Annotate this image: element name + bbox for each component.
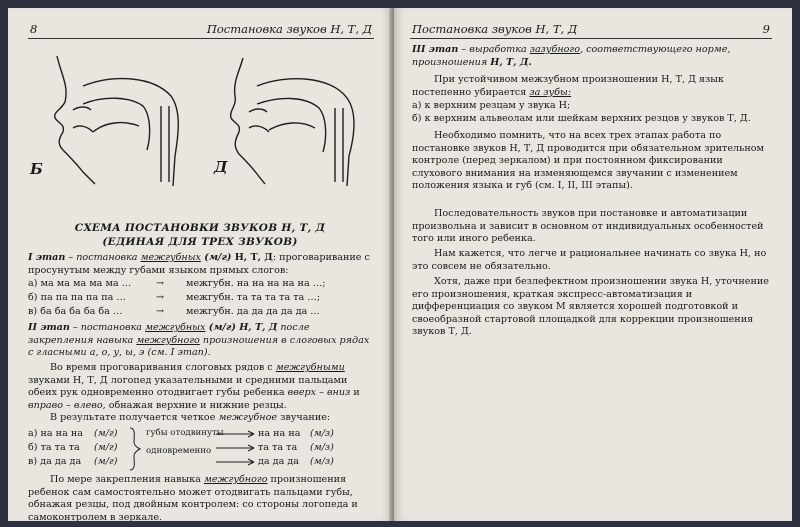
result-row-b-right: та та та — [258, 442, 298, 453]
stage2-rest2: произношения в слоговых рядах с гласными а, о, у, ы, э (см. I этап). — [28, 334, 370, 359]
running-title-left: Постановка звуков Н, Т, Д — [206, 22, 372, 36]
p3-paragraph: Последовательность звуков при постановке и автоматизации произвольна и зависит в основном от индивидуальных особенностей того или иного ребенка. — [412, 208, 764, 245]
scheme-title: СХЕМА ПОСТАНОВКИ ЗВУКОВ Н, Т, Д — [74, 222, 326, 234]
row-a-left: а) ма ма ма ма ма … — [28, 278, 132, 289]
figure-head-d — [231, 58, 265, 184]
result-intro-term: межгубное — [218, 412, 278, 423]
left-page — [8, 8, 392, 521]
result-row-c-right: да да да — [258, 456, 299, 467]
stage2-dash: – постановка — [69, 322, 146, 333]
figure-label-b: Б — [30, 160, 43, 178]
row-b-left: б) па па па па па … — [28, 292, 126, 303]
stage3-rest: , соответствующего норме, произношения — [412, 44, 731, 68]
result-row-a-mg: (м/г) — [94, 428, 118, 439]
stage1-row-c-right: межгубн. да да да да да … — [186, 306, 320, 317]
result-row-a-left: а) на на на — [28, 428, 83, 439]
p2-paragraph: Необходимо помнить, что на всех трех этапах работа по постановке звуков Н, Т, Д проводится при обязательном зрительном контроле (перед зеркалом) и при постоянном фиксировании слухового внимания на изменяющемся звучании с изменением положения языка и губ (см. I, II, III этапы). — [412, 130, 764, 192]
stage1-arrow-a: → — [156, 278, 165, 289]
stage1-paragraph — [28, 252, 372, 277]
articulation-figure — [43, 46, 373, 186]
page-number-right: 9 — [762, 22, 770, 36]
p5-paragraph: Хотя, даже при безлефектном произношении звука Н, уточнение его произношения, краткая экспресс-автоматизация и дифференциация со звуком М является хорошей подготовкой и своеобразной стартовой площадкой для коррекции произношения звуков Т, Д. — [412, 276, 769, 338]
stage2-term2: межгубного — [136, 334, 200, 346]
practice-text-1: Во время проговаривания слоговых рядов с — [50, 362, 276, 373]
stage1-row-c — [28, 306, 123, 317]
final-text-1: По мере закрепления навыка — [50, 474, 204, 485]
result-row-c-mz: (м/з) — [310, 456, 334, 467]
stage1-rest: : проговаривание с просунутым между губами языком прямых слогов: — [28, 252, 370, 276]
final-term: межгубного — [203, 474, 268, 485]
practice-it1: вверх – вниз — [287, 387, 351, 399]
practice-text-3: и — [350, 387, 360, 399]
running-title-right: Постановка звуков Н, Т, Д — [412, 22, 578, 36]
stage1-dash: – постановка — [65, 252, 141, 263]
stage1-row-b-right: межгубн. та та та та та …; — [186, 292, 321, 303]
p1-text: При устойчивом межзубном произношении Н, Т, Д язык постепенно убирается — [412, 74, 724, 98]
figure-label-d: Д — [214, 158, 228, 176]
final-paragraph — [28, 474, 372, 521]
stage1-mark: (м/г) — [200, 252, 235, 263]
practice-paragraph — [28, 362, 372, 412]
stage1-arrow-c: → — [156, 306, 165, 317]
stage1-term: межгубных — [140, 252, 201, 263]
stage1-arrow-b: → — [156, 292, 165, 303]
result-row-b-left: б) та та та — [28, 442, 80, 453]
stage3-label: III этап — [412, 44, 459, 55]
stage3-dash: – выработка — [458, 44, 530, 55]
stage2-label: II этап — [28, 322, 70, 333]
result-row-b-mg: (м/г) — [94, 442, 118, 453]
practice-it2: вправо – влево — [28, 399, 103, 411]
stage1-sounds: Н, Т, Д — [234, 252, 273, 263]
stage2-rest1: после закрепления навыка — [28, 322, 310, 346]
header-rule-right — [410, 38, 772, 39]
page-number-left: 8 — [30, 22, 38, 36]
stage3-sounds: Н, Т, Д. — [490, 56, 532, 68]
stage2-mark: (м/г) — [205, 322, 240, 333]
right-page — [394, 8, 792, 521]
stage3-term: зазубного — [529, 44, 581, 55]
stage1-row-a-right: межгубн. на на на на на …; — [186, 278, 326, 289]
row-c-left: в) ба ба ба ба ба … — [28, 306, 123, 317]
practice-term: межгубными — [275, 362, 345, 373]
result-row-c-mg: (м/г) — [94, 456, 118, 467]
result-middle-2: одновременно — [146, 446, 212, 456]
result-row-a-right: на на на — [258, 428, 301, 439]
result-intro-1: В результате получается четкое — [50, 412, 219, 423]
result-row-a-mz: (м/з) — [310, 428, 334, 439]
p1-item-a: а) к верхним резцам у звука Н; — [412, 100, 571, 111]
figure-head-b — [55, 56, 95, 184]
final-text-2: произношения ребенок сам самостоятельно может отодвигать пальцами губы, обнажая резцы, под двойным контролем: со стороны логопеда и самоконтролем в зеркале. — [28, 474, 358, 521]
stage2-sounds: Н, Т, Д — [239, 322, 278, 333]
header-rule-left — [28, 38, 374, 39]
result-intro-2: звучание: — [277, 412, 331, 423]
result-row-c-left: в) да да да — [28, 456, 82, 467]
p1-paragraph — [412, 74, 770, 99]
stage1-row-a — [28, 278, 131, 289]
p4-paragraph: Нам кажется, что легче и рациональнее начинать со звука Н, но это совсем не обязательно. — [412, 248, 767, 272]
p1-italic: за зубы: — [529, 86, 572, 98]
result-middle-1: губы отодвинуты — [146, 428, 224, 438]
stage3-paragraph — [412, 44, 770, 69]
stage2-term: межгубных — [145, 322, 206, 333]
practice-text-2: звуками Н, Т, Д логопед указательными и средними пальцами обеих рук одновременно отодвигает губы ребенка — [28, 374, 348, 399]
result-intro — [28, 412, 372, 425]
p1-item-b: б) к верхним альвеолам или шейкам верхних резцов у звуков Т, Д. — [412, 113, 751, 124]
stage1-row-b — [28, 292, 126, 303]
stage2-paragraph — [28, 322, 372, 360]
scheme-subtitle: (ЕДИНАЯ ДЛЯ ТРЕХ ЗВУКОВ) — [102, 236, 298, 248]
practice-text-4: , обнажая верхние и нижние резцы. — [102, 399, 287, 411]
stage1-label: I этап — [28, 252, 66, 263]
result-row-b-mz: (м/з) — [310, 442, 334, 453]
